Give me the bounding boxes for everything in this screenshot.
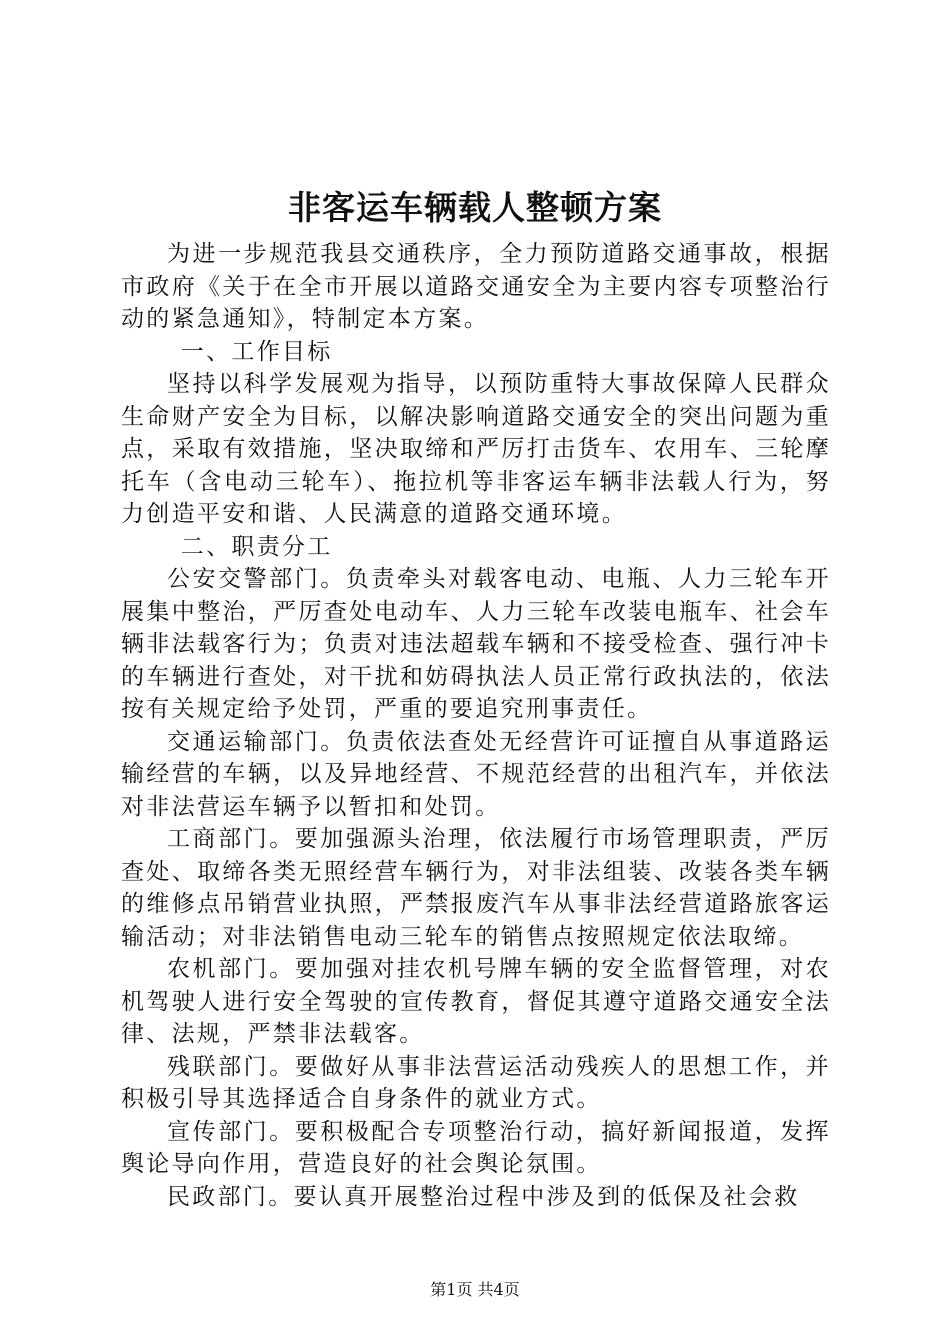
duty-paragraph-transport: 交通运输部门。负责依法查处无经营许可证擅自从事道路运输经营的车辆，以及异地经营、不规范经营的出租汽车，并依法对非法营运车辆予以暂扣和处罚。 xyxy=(121,728,831,820)
document-body xyxy=(121,238,831,1213)
section-heading-duties: 二、职责分工 xyxy=(180,533,333,560)
duty-paragraph-commerce: 工商部门。要加强源头治理，依法履行市场管理职责，严厉查处、取缔各类无照经营车辆行为，对非法组装、改装各类车辆的维修点吊销营业执照，严禁报废汽车从事非法经营道路旅客运输活动；对非法销售电动三轮车的销售点按照规定依法取缔。 xyxy=(121,826,831,950)
duty-paragraph-agri-machinery: 农机部门。要加强对挂农机号牌车辆的安全监督管理，对农机驾驶人进行安全驾驶的宣传教育，督促其遵守道路交通安全法律、法规，严禁非法载客。 xyxy=(121,956,831,1047)
section-heading-goals: 一、工作目标 xyxy=(180,338,333,365)
duty-paragraph-disabled-federation: 残联部门。要做好从事非法营运活动残疾人的思想工作，并积极引导其选择适合自身条件的就业方式。 xyxy=(121,1053,831,1112)
intro-paragraph: 为进一步规范我县交通秩序，全力预防道路交通事故，根据市政府《关于在全市开展以道路交通安全为主要内容专项整治行动的紧急通知》，特制定本方案。 xyxy=(121,241,831,332)
duty-paragraph-civil-affairs: 民政部门。要认真开展整治过程中涉及到的低保及社会救 xyxy=(167,1183,800,1210)
page-number: 第1页 共4页 xyxy=(430,1280,520,1299)
document-title: 非客运车辆载人整顿方案 xyxy=(288,188,662,227)
duty-paragraph-publicity: 宣传部门。要积极配合专项整治行动，搞好新闻报道，发挥舆论导向作用，营造良好的社会舆论氛围。 xyxy=(121,1118,831,1177)
duty-paragraph-police: 公安交警部门。负责牵头对载客电动、电瓶、人力三轮车开展集中整治，严厉查处电动车、人力三轮车改装电瓶车、社会车辆非法载客行为；负责对违法超载车辆和不接受检查、强行冲卡的车辆进行查处，对干扰和妨碍执法人员正常行政执法的，依法按有关规定给予处罚，严重的要追究刑事责任。 xyxy=(121,566,831,722)
goals-paragraph: 坚持以科学发展观为指导，以预防重特大事故保障人民群众生命财产安全为目标，以解决影响道路交通安全的突出问题为重点，采取有效措施，坚决取缔和严厉打击货车、农用车、三轮摩托车（含电动三轮车）、拖拉机等非客运车辆非法载人行为，努力创造平安和谐、人民满意的道路交通环境。 xyxy=(121,371,831,527)
